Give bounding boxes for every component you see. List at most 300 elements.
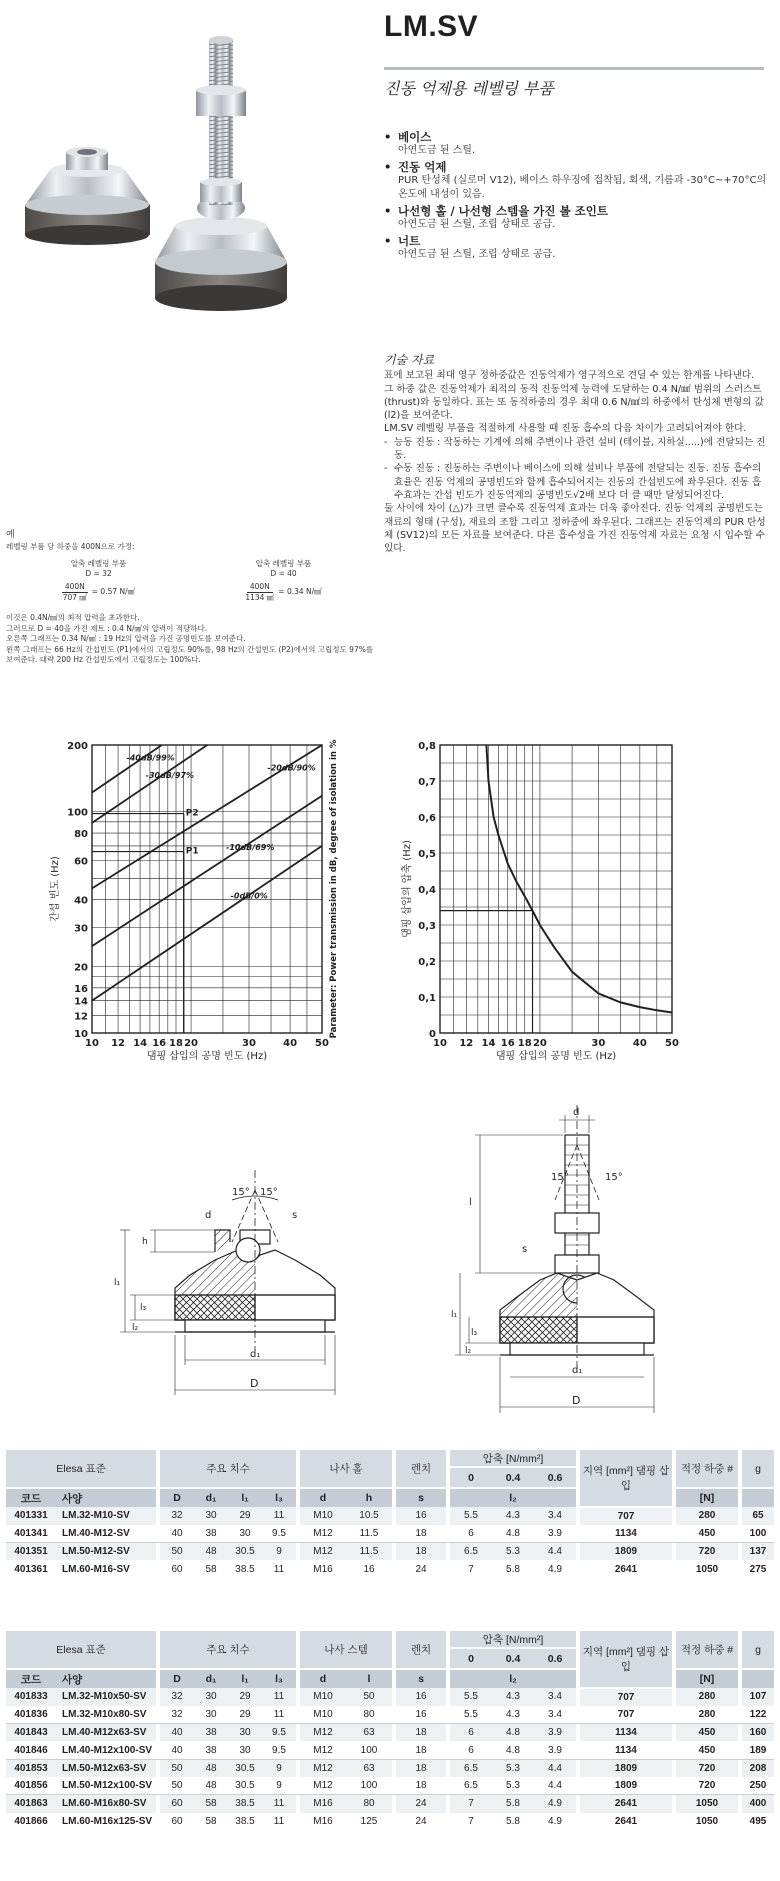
col-l3: l₃: [262, 1488, 296, 1507]
cell-load: 720: [676, 1777, 738, 1795]
cell-d1: 58: [194, 1795, 228, 1813]
cell-D: 40: [160, 1741, 194, 1759]
header-compression: 압축 [N/mm²]: [450, 1631, 576, 1648]
cell-l2-p04: 4.8: [492, 1724, 534, 1742]
cell-code: 401833: [6, 1688, 56, 1706]
example-heading: 예: [6, 530, 15, 540]
y-tick-label: 20: [74, 962, 88, 974]
cell-l2-p04: 4.3: [492, 1688, 534, 1706]
pressure-06: 0.6: [534, 1467, 576, 1488]
tech-heading: 기술 자료: [384, 353, 435, 367]
cell-l1: 30: [228, 1525, 262, 1543]
y-tick-label: 0,5: [418, 849, 436, 860]
x-tick-label: 16: [500, 1038, 515, 1049]
x-tick-label: 30: [591, 1038, 606, 1049]
cell-model: LM.32-M10x50-SV: [56, 1688, 156, 1706]
table-row: [6, 1777, 774, 1795]
cell-l1: 38.5: [235, 1563, 255, 1575]
example-note: 그러므로 D = 40을 가진 제트 : 0.4 N/㎟의 압력이 적당하다.: [6, 623, 208, 633]
y-tick-label: 0: [429, 1029, 436, 1040]
x-tick-label: 12: [459, 1038, 474, 1049]
cell-l2-p06: 4.4: [534, 1759, 576, 1777]
y-tick-label: 0,4: [418, 885, 436, 896]
example-case-label: 압축 레벨링 부품: [70, 558, 127, 568]
col-h: h: [346, 1488, 392, 1507]
cell-load: 720: [676, 1543, 738, 1561]
x-tick-label: 30: [242, 1038, 256, 1049]
feature-title: 진동 억제: [398, 160, 447, 174]
page-title: LM.SV: [384, 10, 479, 43]
cell-l2-p04: 4.3: [492, 1706, 534, 1724]
dim-label-D: D: [572, 1394, 581, 1407]
cell-code: 401846: [6, 1741, 56, 1759]
example-case-2: [191, 559, 376, 604]
cell-l3: 9: [262, 1543, 296, 1561]
cell-area: 1809: [580, 1777, 672, 1795]
isolation-chart: [40, 735, 360, 1110]
cell-l3: 11: [262, 1507, 296, 1525]
cell-wrench: 24: [415, 1815, 427, 1827]
example-case-d: D = 32: [85, 569, 112, 579]
cell-code: 401351: [6, 1543, 56, 1561]
cell-wrench: 18: [396, 1525, 446, 1543]
cell-l2-p06: 4.9: [534, 1795, 576, 1813]
angle-label: 15°: [551, 1172, 569, 1183]
x-tick-label: 10: [433, 1038, 447, 1049]
x-tick-label: 40: [632, 1038, 647, 1049]
cell-thread-d: M10: [300, 1507, 346, 1525]
spec-table-threaded-stem: [6, 1631, 774, 1830]
series-label: -40dB/99%: [126, 753, 175, 763]
cell-l1: 29: [228, 1688, 262, 1706]
cell-l3: 11: [262, 1688, 296, 1706]
table-row: [6, 1795, 774, 1813]
dim-label-d1: d₁: [572, 1365, 583, 1376]
cell-model: LM.32-M10x80-SV: [56, 1706, 156, 1724]
dim-label-l1: l₁: [114, 1278, 121, 1288]
table-row: [6, 1706, 774, 1724]
y-tick-label: 0,2: [418, 957, 436, 968]
cell-d1: 38: [194, 1724, 228, 1742]
cell-l2-p04: 5.8: [506, 1815, 520, 1827]
series-label: -0dB/0%: [230, 891, 268, 901]
cell-model: LM.40-M12x100-SV: [56, 1741, 156, 1759]
cell-wrench: 18: [396, 1741, 446, 1759]
cell-thread-d: M12: [300, 1741, 346, 1759]
example-result: = 0.57 N/㎟: [91, 587, 136, 597]
cell-d1: 48: [194, 1777, 228, 1795]
cell-D: 50: [160, 1759, 194, 1777]
table-row: [6, 1525, 774, 1543]
cell-load: 1050: [676, 1795, 738, 1813]
point-label: P1: [185, 846, 199, 857]
feature-bullet: •: [384, 204, 392, 218]
cell-l1: 38.5: [228, 1795, 262, 1813]
x-tick-label: 12: [111, 1038, 126, 1049]
cell-weight: 400: [742, 1795, 774, 1813]
cell-l2-p04: 5.8: [492, 1795, 534, 1813]
cell-thread-d: M16: [313, 1563, 333, 1575]
y-axis-label: 댐핑 삽입의 압축 (Hz): [402, 840, 413, 938]
x-tick-label: 10: [85, 1038, 99, 1049]
series-line: [486, 745, 672, 1013]
fraction-numerator: 400N: [62, 582, 88, 593]
dim-label-l3: l₃: [140, 1303, 147, 1313]
cell-l2-p06: 4.4: [534, 1543, 576, 1561]
dim-label-l1: l₁: [451, 1310, 458, 1320]
header-weight: g: [742, 1450, 774, 1488]
y-tick-label: 80: [74, 829, 88, 841]
drawing-threaded-stem: [451, 1105, 700, 1430]
dim-label-l: l: [469, 1197, 472, 1208]
col-l2: l₂: [450, 1488, 576, 1507]
col-code: 코드: [6, 1669, 56, 1688]
col-l1: l₁: [228, 1669, 262, 1688]
table-row: [6, 1688, 774, 1706]
feature-damping: [384, 160, 769, 202]
cell-model: LM.60-M16x80-SV: [56, 1795, 156, 1813]
dim-label-l3: l₃: [471, 1328, 478, 1338]
cell-code: 401361: [14, 1563, 48, 1575]
cell-d1: 38: [194, 1525, 228, 1543]
cell-l2-p04: 5.3: [492, 1759, 534, 1777]
cell-d1: 30: [194, 1507, 228, 1525]
example-case-d: D = 40: [270, 569, 297, 579]
cell-wrench: 24: [415, 1563, 427, 1575]
col-N: [N]: [676, 1669, 738, 1688]
cell-model: LM.50-M12x63-SV: [56, 1759, 156, 1777]
cell-l2-p06: 4.9: [548, 1563, 562, 1575]
cell-thread-h: 16: [363, 1563, 375, 1575]
cell-load: 720: [676, 1759, 738, 1777]
cell-l2-p04: 4.8: [492, 1525, 534, 1543]
y-axis-label: 간섭 빈도 (Hz): [50, 856, 61, 922]
x-tick-label: 14: [481, 1038, 496, 1049]
header-load: 적정 하중 #: [676, 1631, 738, 1669]
cell-model: LM.60-M16-SV: [62, 1563, 130, 1575]
cell-weight: 160: [742, 1724, 774, 1742]
cell-D: 40: [160, 1525, 194, 1543]
cell-thread-d: M10: [300, 1706, 346, 1724]
cell-l1: 29: [228, 1507, 262, 1525]
cell-l3: 11: [273, 1563, 285, 1575]
cell-l2-p06: 3.9: [534, 1525, 576, 1543]
cell-code: 401866: [14, 1815, 48, 1827]
cell-weight: 189: [742, 1741, 774, 1759]
cell-thread-h: 50: [346, 1688, 392, 1706]
tech-item-text: 능동 진동 : 작동하는 기계에 의해 주변이나 관련 설비 (테이블, 지하실.....)에 전달되는 진동.: [394, 436, 766, 462]
tech-item: - 수동 진동 : 진동하는 주변이나 베이스에 의해 설비나 부품에 전달되는 진동. 진동 흡수의 효율은 진동 억제의 공명빈도와 함께 흡수되어지는 진동의 간섭빈도에 좌우된다. 진동 흡수효과는 간섭 빈도가 진동억제의 공명빈도√2배 보다 더 클 때만 달성되어진다.: [384, 462, 769, 502]
cell-l3: 11: [262, 1706, 296, 1724]
cell-D: 50: [160, 1777, 194, 1795]
cell-area: 707: [580, 1507, 672, 1525]
cell-l2-p06: 4.4: [534, 1777, 576, 1795]
y-tick-label: 60: [74, 856, 88, 868]
cell-l2-p04: 5.3: [492, 1777, 534, 1795]
cell-wrench: 16: [396, 1507, 446, 1525]
y-tick-label: 0,1: [418, 993, 436, 1004]
cell-d1: 58: [205, 1563, 217, 1575]
cell-area: 2641: [580, 1795, 672, 1813]
dim-label-s: s: [292, 1210, 298, 1221]
x-tick-label: 50: [315, 1038, 329, 1049]
header-main-dims: 주요 치수: [160, 1631, 296, 1669]
cell-l3: 11: [262, 1795, 296, 1813]
cell-code: 401341: [6, 1525, 56, 1543]
pressure-0: 0: [450, 1467, 492, 1488]
feature-nut: [384, 234, 769, 262]
example-result: = 0.34 N/㎟: [278, 587, 322, 597]
title-rule: [384, 67, 764, 70]
y-tick-label: 30: [74, 923, 88, 935]
cell-l2-p06: 3.4: [534, 1706, 576, 1724]
cell-load: 1050: [695, 1563, 719, 1575]
col-l1: l₁: [228, 1488, 262, 1507]
col-s: s: [396, 1669, 446, 1688]
tech-item-text: 수동 진동 : 진동하는 주변이나 베이스에 의해 설비나 부품에 전달되는 진동. 진동 흡수의 효율은 진동 억제의 공명빈도와 함께 흡수되어지는 진동의 간섭빈도에 좌우된다. 진동 흡수효과는 간섭 빈도가 진동억제의 공명빈도√2배 보다 더 클 때만 달성되어진다.: [394, 463, 762, 501]
cell-thread-d: M12: [300, 1777, 346, 1795]
tech-paragraph: 표에 보고된 최대 영구 정하중값은 진동억제가 영구적으로 견딜 수 있는 한계를 나타낸다.: [384, 370, 755, 382]
cell-l2-p0: 6: [450, 1724, 492, 1742]
header-weight: g: [742, 1631, 774, 1669]
cell-thread-h: 11.5: [346, 1525, 392, 1543]
cell-load: 1050: [695, 1815, 719, 1827]
cell-thread-h: 100: [346, 1777, 392, 1795]
header-standard: Elesa 표준: [6, 1631, 156, 1669]
dim-label-d1: d₁: [250, 1349, 261, 1360]
cell-thread-h: 125: [360, 1815, 378, 1827]
cell-weight: 495: [749, 1815, 767, 1827]
example-block: [6, 530, 376, 665]
dim-label-d: d: [205, 1210, 212, 1221]
cell-area: 1809: [580, 1543, 672, 1561]
cell-thread-d: M16: [300, 1795, 346, 1813]
cell-wrench: 18: [396, 1759, 446, 1777]
point-label: P2: [185, 808, 199, 819]
cell-l2-p0: 5.5: [450, 1706, 492, 1724]
table-row: [6, 1560, 774, 1578]
feature-body: 아연도금 된 스틸.: [398, 145, 476, 156]
cell-thread-h: 80: [346, 1706, 392, 1724]
x-tick-label: 40: [283, 1038, 298, 1049]
cell-model: LM.50-M12x100-SV: [56, 1777, 156, 1795]
small-foot-illustration: [25, 147, 150, 245]
feature-base: [384, 130, 769, 158]
table-row: [6, 1759, 774, 1777]
cell-l1: 30: [228, 1741, 262, 1759]
cell-wrench: 18: [396, 1724, 446, 1742]
table-row: [6, 1724, 774, 1742]
drawing-threaded-hole: [114, 1110, 380, 1430]
compression-chart: [400, 735, 710, 1110]
cell-thread-d: M10: [300, 1688, 346, 1706]
cell-weight: 107: [742, 1688, 774, 1706]
cell-l2-p04: 5.8: [506, 1563, 520, 1575]
x-tick-label: 50: [665, 1038, 679, 1049]
page-subtitle: 진동 억제용 레벨링 부품: [384, 79, 554, 98]
cell-wrench: 16: [396, 1706, 446, 1724]
cell-thread-d: M12: [300, 1759, 346, 1777]
x-tick-label: 14: [133, 1038, 148, 1049]
cell-l1: 30.5: [228, 1777, 262, 1795]
technical-data: [384, 354, 769, 555]
cell-D: 60: [160, 1795, 194, 1813]
cell-l2-p0: 6.5: [450, 1777, 492, 1795]
y-tick-label: 40: [74, 895, 88, 907]
tech-paragraph: 그 하중 값은 진동억제가 최적의 동적 진동억제 능력에 도달하는 0.4 N/㎟ 범위의 스러스트 (thrust)와 동일하다. 표는 또 동적하중의 경우 최대 0.6 N/㎟의 하중에서 탄성체 변형의 값 (l2)을 보여준다.: [384, 383, 764, 422]
cell-D: 60: [171, 1563, 183, 1575]
cell-l1: 38.5: [235, 1815, 255, 1827]
cell-l2-p06: 4.9: [548, 1815, 562, 1827]
header-thread: 나사 스템: [300, 1631, 392, 1669]
example-intro: 레벨링 부품 당 하중을 400N으로 가정:: [6, 542, 135, 552]
cell-thread-h: 63: [346, 1724, 392, 1742]
feature-bullet: •: [384, 130, 392, 144]
cell-model: LM.40-M12-SV: [56, 1525, 156, 1543]
y-tick-label: 14: [74, 996, 88, 1008]
cell-thread-d: M12: [300, 1724, 346, 1742]
cell-l2-p0: 5.5: [450, 1688, 492, 1706]
cell-thread-h: 80: [346, 1795, 392, 1813]
feature-bullet: •: [384, 160, 392, 174]
fraction-denominator: 707 ㎟: [62, 593, 87, 603]
x-axis-label: 댐핑 삽입의 공명 빈도 (Hz): [146, 1051, 268, 1062]
feature-body: PUR 탄성체 (실로머 V12), 베이스 하우징에 접착됨, 회색, 기름과 -30°C~+70°C의 온도에 내성이 있음.: [398, 175, 767, 200]
cell-model: LM.50-M12-SV: [56, 1543, 156, 1561]
series-line: [92, 745, 162, 793]
col-model: 사양: [56, 1669, 156, 1688]
tech-paragraph: 둘 사이에 차이 (△)가 크면 클수록 진동억제 효과는 더욱 좋아진다. 진동 억제의 공명빈도는 재료의 형태 (구성), 재료의 조합 그리고 정하중에 좌우된다. 그래프는 진동억제의 PUR 탄성체 (SV12)의 모든 자료를 보여준다. 다른 흡수성을 가진 진동억제 자료는 요청 시 입수할 수 있다.: [384, 503, 766, 555]
series-label: -30dB/97%: [145, 770, 194, 780]
cell-load: 280: [676, 1507, 738, 1525]
cell-load: 280: [676, 1706, 738, 1724]
cell-thread-h: 11.5: [346, 1543, 392, 1561]
cell-area: 707: [580, 1706, 672, 1724]
plot-frame: [92, 745, 322, 1033]
angle-label: 15°: [232, 1187, 250, 1198]
example-notes: [6, 613, 376, 665]
dim-label-l2: l₂: [132, 1323, 139, 1333]
cell-weight: 275: [749, 1563, 767, 1575]
cell-l3: 9: [262, 1759, 296, 1777]
cell-code: 401843: [6, 1724, 56, 1742]
example-note: 왼쪽 그래프는 66 Hz의 간섭빈도 (P1)에서의 고립정도 90%를, 98 Hz의 간섭빈도 (P2)에서의 고립정도 97%를 보여준다. 대략 200 Hz 간섭빈도에서 고립정도는 100%다.: [6, 644, 374, 665]
angle-label: 15°: [605, 1172, 623, 1183]
cell-D: 40: [160, 1724, 194, 1742]
feature-list: [384, 130, 769, 264]
x-tick-label: 18: [169, 1038, 183, 1049]
dim-label-s: s: [522, 1244, 528, 1255]
cell-l1: 30.5: [228, 1759, 262, 1777]
col-d1: d₁: [194, 1669, 228, 1688]
cell-l2-p0: 7: [468, 1815, 474, 1827]
dim-label-h: h: [142, 1237, 148, 1247]
y-tick-label: 12: [74, 1011, 88, 1023]
feature-title: 베이스: [398, 130, 432, 144]
series-label: -20dB/90%: [267, 763, 316, 773]
large-foot-illustration: [155, 36, 287, 311]
x-tick-label: 20: [184, 1038, 199, 1049]
col-D: D: [160, 1488, 194, 1507]
header-area: 지역 [mm²] 댐핑 삽입: [580, 1450, 672, 1507]
cell-l2-p0: 5.5: [450, 1507, 492, 1525]
series-label: -10dB/69%: [226, 842, 275, 852]
cell-D: 60: [171, 1815, 183, 1827]
cell-area: 1134: [580, 1724, 672, 1742]
header-load: 적정 하중 #: [676, 1450, 738, 1488]
cell-l2-p04: 4.8: [492, 1741, 534, 1759]
pressure-04: 0.4: [492, 1467, 534, 1488]
header-thread: 나사 홀: [300, 1450, 392, 1488]
col-l: l: [346, 1669, 392, 1688]
cell-area: 1134: [580, 1525, 672, 1543]
cell-thread-d: M16: [313, 1815, 333, 1827]
cell-thread-d: M12: [300, 1543, 346, 1561]
table-row: [6, 1507, 774, 1525]
cell-l3: 9.5: [262, 1724, 296, 1742]
cell-d1: 30: [194, 1688, 228, 1706]
col-s: s: [396, 1488, 446, 1507]
cell-load: 450: [676, 1525, 738, 1543]
pressure-04: 0.4: [492, 1648, 534, 1669]
col-D: D: [160, 1669, 194, 1688]
cell-l1: 30: [228, 1724, 262, 1742]
tech-item: - 능동 진동 : 작동하는 기계에 의해 주변이나 관련 설비 (테이블, 지하실.....)에 전달되는 진동.: [384, 436, 769, 463]
col-N: [N]: [676, 1488, 738, 1507]
feature-body: 아연도금 된 스틸, 조립 상태로 공급.: [398, 219, 556, 230]
y-tick-label: 200: [67, 741, 88, 752]
dim-label-l2: l₂: [465, 1346, 472, 1356]
cell-l1: 29: [228, 1706, 262, 1724]
cell-l2-p04: 4.3: [492, 1507, 534, 1525]
cell-thread-h: 10.5: [346, 1507, 392, 1525]
cell-d1: 48: [194, 1543, 228, 1561]
x-tick-label: 20: [532, 1038, 547, 1049]
header-wrench: 렌치: [396, 1631, 446, 1669]
feature-body: 아연도금 된 스틸, 조립 상태로 공급.: [398, 249, 556, 260]
cell-l2-p06: 3.4: [534, 1688, 576, 1706]
cell-load: 280: [676, 1688, 738, 1706]
cell-l2-p0: 6: [450, 1741, 492, 1759]
cell-load: 450: [676, 1724, 738, 1742]
x-tick-label: 18: [517, 1038, 532, 1049]
x-axis-label: 댐핑 삽입의 공명 빈도 (Hz): [495, 1051, 617, 1062]
col-l2: l₂: [450, 1669, 576, 1688]
header-main-dims: 주요 치수: [160, 1450, 296, 1488]
cell-l3: 9: [262, 1777, 296, 1795]
cell-thread-h: 63: [346, 1759, 392, 1777]
example-note: 오른쪽 그래프는 0.34 N/㎟ : 19 Hz의 압력을 가진 공명빈도를 보여준다.: [6, 634, 246, 644]
spec-table-threaded-hole: [6, 1450, 774, 1578]
feature-ball-joint: [384, 204, 769, 232]
header-area: 지역 [mm²] 댐핑 삽입: [580, 1631, 672, 1688]
cell-area: 1809: [580, 1759, 672, 1777]
header-wrench: 렌치: [396, 1450, 446, 1488]
cell-l2-p0: 6.5: [450, 1759, 492, 1777]
pressure-06: 0.6: [534, 1648, 576, 1669]
feature-title: 나선형 홀 / 나선형 스템을 가진 볼 조인트: [398, 204, 608, 218]
fraction-numerator: 400N: [247, 582, 273, 593]
dim-label-D: D: [250, 1377, 259, 1390]
table-row: [6, 1813, 774, 1831]
col-d1: d₁: [194, 1488, 228, 1507]
y-tick-label: 0,6: [418, 813, 436, 824]
dim-label-d: d: [573, 1107, 580, 1118]
col-d: d: [300, 1669, 346, 1688]
example-note: 이것은 0.4N/㎟의 최적 압력을 초과한다.: [6, 613, 140, 623]
col-code: 코드: [6, 1488, 56, 1507]
cell-l2-p0: 6: [450, 1525, 492, 1543]
